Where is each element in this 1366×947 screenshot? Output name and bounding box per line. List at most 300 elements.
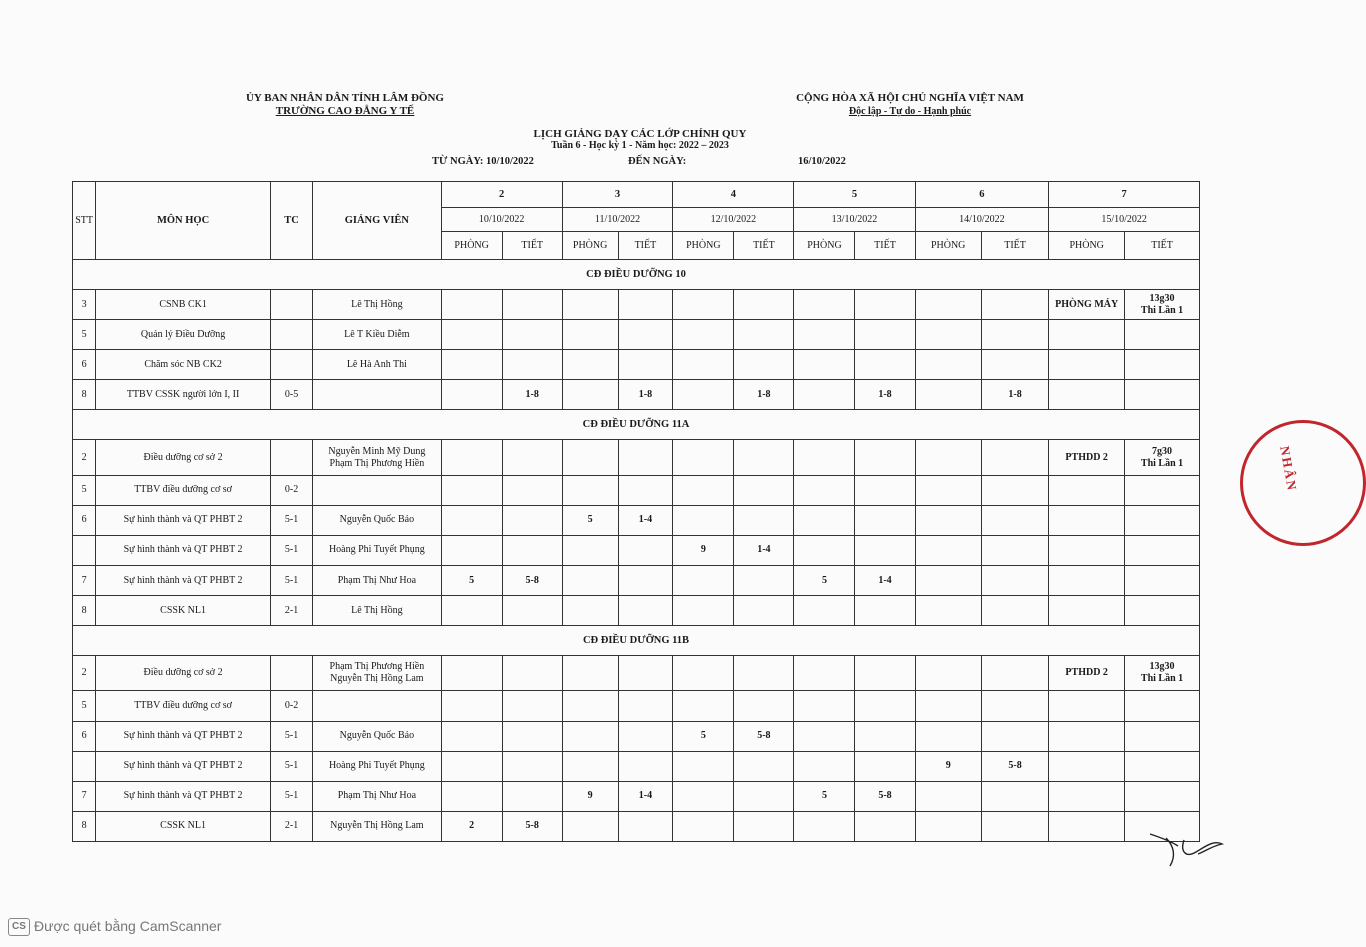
period-cell: [618, 440, 673, 475]
country-name: CỘNG HÒA XÃ HỘI CHỦ NGHĨA VIỆT NAM: [796, 92, 1024, 104]
room-cell: 9: [673, 535, 734, 565]
schedule-table: [72, 181, 1200, 842]
period-cell: [981, 475, 1048, 505]
teacher-cell: [313, 505, 441, 535]
period-cell: 5-8: [981, 751, 1048, 781]
room-header: PHÒNG: [1049, 232, 1125, 260]
room-cell: 9: [562, 781, 618, 811]
room-cell: [441, 320, 502, 350]
school-name: TRƯỜNG CAO ĐẲNG Y TẾ: [275, 105, 415, 117]
period-cell: [981, 656, 1048, 691]
period-cell: [1125, 721, 1200, 751]
room-cell: 5: [794, 565, 855, 595]
subject-cell: Điều dưỡng cơ sở 2: [96, 656, 271, 691]
room-cell: [562, 656, 618, 691]
day-date: 15/10/2022: [1049, 208, 1200, 232]
tc-cell: 5-1: [271, 565, 313, 595]
room-cell: [915, 781, 981, 811]
day-date: 13/10/2022: [794, 208, 915, 232]
teacher-name: Nguyễn Quốc Bảo: [339, 514, 415, 526]
room-cell: [562, 811, 618, 841]
period-cell: [502, 535, 562, 565]
period-cell: 5-8: [502, 565, 562, 595]
room-cell: [915, 656, 981, 691]
teacher-cell: [313, 475, 441, 505]
period-cell: [618, 656, 673, 691]
room-header: PHÒNG: [915, 232, 981, 260]
room-cell: PHÒNG MÁY: [1049, 290, 1125, 320]
teacher-name: Phạm Thị Như Hoa: [337, 574, 417, 586]
schedule-body: [73, 260, 1200, 842]
stt-cell: 6: [73, 505, 96, 535]
period-cell: [981, 535, 1048, 565]
col-subject-header: MÔN HỌC: [96, 182, 271, 260]
period-cell: [981, 290, 1048, 320]
room-cell: [562, 535, 618, 565]
period-cell: 1-4: [855, 565, 915, 595]
teacher-name: Phạm Thị Như Hoa: [337, 790, 417, 802]
period-cell: [855, 751, 915, 781]
room-cell: [441, 380, 502, 410]
period-cell: [502, 350, 562, 380]
stt-cell: 5: [73, 475, 96, 505]
period-cell: 1-8: [981, 380, 1048, 410]
tc-cell: 5-1: [271, 721, 313, 751]
room-cell: [562, 565, 618, 595]
period-cell: [618, 475, 673, 505]
room-cell: [915, 535, 981, 565]
col-tc-header: TC: [271, 182, 313, 260]
period-header: TIẾT: [1125, 232, 1200, 260]
room-cell: [1049, 505, 1125, 535]
teacher-name: Hoàng Phi Tuyết Phụng: [328, 760, 425, 772]
period-header: TIẾT: [618, 232, 673, 260]
tc-cell: [271, 290, 313, 320]
period-line: Thi Lần 1: [1140, 457, 1184, 469]
tc-cell: [271, 440, 313, 475]
period-cell: [1125, 380, 1200, 410]
subject-cell: CSNB CK1: [96, 290, 271, 320]
room-cell: [673, 596, 734, 626]
period-cell: [855, 290, 915, 320]
room-cell: [562, 596, 618, 626]
room-cell: [562, 380, 618, 410]
teacher-name: Lê Thị Hồng: [351, 604, 403, 616]
day-date: 10/10/2022: [441, 208, 562, 232]
room-cell: [562, 721, 618, 751]
schedule-table-wrapper: [72, 181, 1200, 842]
day-date: 11/10/2022: [562, 208, 673, 232]
room-cell: [673, 475, 734, 505]
teacher-name: Nguyễn Quốc Bảo: [339, 730, 415, 742]
room-cell: [794, 290, 855, 320]
room-cell: [441, 781, 502, 811]
period-cell: [981, 691, 1048, 721]
room-cell: [915, 811, 981, 841]
teacher-name: Nguyễn Thị Hồng Lam: [330, 673, 424, 685]
room-cell: [1049, 380, 1125, 410]
teacher-cell: [313, 751, 441, 781]
day-number: 2: [441, 182, 562, 208]
subject-cell: CSSK NL1: [96, 811, 271, 841]
period-header: TIẾT: [734, 232, 794, 260]
subject-cell: Quản lý Điều Dưỡng: [96, 320, 271, 350]
room-cell: [673, 751, 734, 781]
room-cell: [1049, 691, 1125, 721]
period-cell: [618, 691, 673, 721]
teacher-name: Lê Hà Anh Thi: [346, 358, 407, 370]
room-cell: [794, 440, 855, 475]
period-cell: [734, 350, 794, 380]
group-name: CĐ ĐIỀU DƯỠNG 11A: [73, 410, 1200, 440]
period-cell: [502, 721, 562, 751]
table-row: [73, 535, 1200, 565]
room-cell: PTHDD 2: [1049, 440, 1125, 475]
room-cell: [915, 565, 981, 595]
period-cell: [981, 811, 1048, 841]
period-cell: [618, 535, 673, 565]
room-cell: [794, 691, 855, 721]
teacher-name: Lê Thị Hồng: [351, 298, 403, 310]
day-number: 5: [794, 182, 915, 208]
period-cell: [734, 475, 794, 505]
period-cell: [618, 811, 673, 841]
period-line: 7g30: [1152, 445, 1173, 457]
period-cell: [981, 596, 1048, 626]
room-cell: [915, 691, 981, 721]
subject-cell: Sự hình thành và QT PHBT 2: [96, 751, 271, 781]
table-row: [73, 811, 1200, 841]
table-row: [73, 596, 1200, 626]
table-row: [73, 290, 1200, 320]
period-line: 13g30: [1149, 292, 1175, 304]
table-row: [73, 781, 1200, 811]
period-cell: [981, 350, 1048, 380]
period-cell: [855, 320, 915, 350]
period-cell: [855, 811, 915, 841]
from-date: TỪ NGÀY: 10/10/2022: [432, 156, 534, 167]
room-cell: [794, 320, 855, 350]
stt-cell: [73, 535, 96, 565]
to-date-label: ĐẾN NGÀY:: [628, 156, 687, 167]
room-cell: [673, 691, 734, 721]
period-cell: [502, 320, 562, 350]
room-cell: [673, 320, 734, 350]
room-cell: [915, 290, 981, 320]
stt-cell: [73, 751, 96, 781]
subject-cell: Điều dưỡng cơ sở 2: [96, 440, 271, 475]
period-cell: [502, 596, 562, 626]
header-right: [770, 92, 1050, 118]
subject-cell: TTBV CSSK người lớn I, II: [96, 380, 271, 410]
room-cell: [794, 596, 855, 626]
subject-cell: TTBV điều dưỡng cơ sơ: [96, 475, 271, 505]
table-row: [73, 721, 1200, 751]
day-date: 12/10/2022: [673, 208, 794, 232]
tc-cell: [271, 656, 313, 691]
tc-cell: [271, 320, 313, 350]
header-left: [225, 92, 465, 118]
period-cell: [502, 440, 562, 475]
room-cell: [562, 751, 618, 781]
stt-cell: 8: [73, 380, 96, 410]
period-cell: [734, 781, 794, 811]
table-row: [73, 350, 1200, 380]
period-line: 13g30: [1149, 661, 1175, 673]
stt-cell: 7: [73, 565, 96, 595]
period-cell: 1-8: [618, 380, 673, 410]
day-number: 6: [915, 182, 1049, 208]
teacher-cell: [313, 535, 441, 565]
period-cell: [981, 565, 1048, 595]
period-cell: [1125, 440, 1200, 475]
room-cell: [794, 656, 855, 691]
period-cell: [981, 781, 1048, 811]
group-name: CĐ ĐIỀU DƯỠNG 11B: [73, 626, 1200, 656]
room-cell: [673, 781, 734, 811]
tc-cell: 2-1: [271, 811, 313, 841]
period-cell: [981, 320, 1048, 350]
period-cell: 1-8: [855, 380, 915, 410]
room-cell: [441, 656, 502, 691]
period-cell: 1-8: [734, 380, 794, 410]
teacher-cell: [313, 721, 441, 751]
stt-cell: 6: [73, 350, 96, 380]
day-number: 3: [562, 182, 673, 208]
room-cell: [441, 290, 502, 320]
room-cell: 5: [794, 781, 855, 811]
teacher-cell: [313, 691, 441, 721]
period-cell: [618, 596, 673, 626]
period-cell: [855, 721, 915, 751]
teacher-name: Phạm Thị Phương Hiền: [329, 457, 425, 469]
table-row: [73, 475, 1200, 505]
tc-cell: 5-1: [271, 751, 313, 781]
teacher-cell: [313, 290, 441, 320]
room-cell: [794, 380, 855, 410]
room-cell: [562, 350, 618, 380]
room-cell: [441, 721, 502, 751]
table-row: [73, 380, 1200, 410]
table-row: [73, 751, 1200, 781]
room-cell: [915, 505, 981, 535]
group-row: [73, 410, 1200, 440]
table-row: [73, 691, 1200, 721]
period-cell: [734, 751, 794, 781]
stt-cell: 3: [73, 290, 96, 320]
teacher-cell: [313, 320, 441, 350]
room-header: PHÒNG: [794, 232, 855, 260]
stt-cell: 8: [73, 596, 96, 626]
room-cell: [441, 596, 502, 626]
teacher-cell: [313, 350, 441, 380]
title-block: [440, 128, 840, 151]
stt-cell: 2: [73, 656, 96, 691]
scanner-footer: [8, 918, 221, 936]
room-cell: [441, 535, 502, 565]
period-cell: 5-8: [855, 781, 915, 811]
period-header: TIẾT: [502, 232, 562, 260]
day-number: 4: [673, 182, 794, 208]
period-cell: [502, 290, 562, 320]
room-cell: [1049, 721, 1125, 751]
period-cell: [1125, 596, 1200, 626]
period-cell: [734, 505, 794, 535]
period-cell: [618, 290, 673, 320]
col-stt-header: STT: [73, 182, 96, 260]
tc-cell: 5-1: [271, 505, 313, 535]
subject-cell: Chăm sóc NB CK2: [96, 350, 271, 380]
period-cell: [502, 656, 562, 691]
room-cell: 5: [562, 505, 618, 535]
room-cell: [441, 751, 502, 781]
period-cell: [855, 596, 915, 626]
period-cell: 5-8: [502, 811, 562, 841]
period-cell: [734, 320, 794, 350]
period-cell: [981, 505, 1048, 535]
room-cell: [915, 596, 981, 626]
tc-cell: 5-1: [271, 781, 313, 811]
period-cell: [502, 691, 562, 721]
teacher-name: Nguyễn Minh Mỹ Dung: [328, 445, 426, 457]
tc-cell: 0-2: [271, 475, 313, 505]
room-cell: [1049, 565, 1125, 595]
room-cell: [673, 440, 734, 475]
room-cell: [915, 475, 981, 505]
room-cell: [1049, 475, 1125, 505]
subject-cell: TTBV điều dưỡng cơ sơ: [96, 691, 271, 721]
teacher-cell: [313, 811, 441, 841]
period-cell: [618, 751, 673, 781]
room-cell: [673, 380, 734, 410]
room-cell: [1049, 751, 1125, 781]
room-cell: [794, 811, 855, 841]
period-cell: [855, 691, 915, 721]
period-cell: [1125, 691, 1200, 721]
room-cell: 2: [441, 811, 502, 841]
stt-cell: 2: [73, 440, 96, 475]
period-cell: [618, 350, 673, 380]
period-cell: [1125, 290, 1200, 320]
room-cell: [673, 290, 734, 320]
room-cell: 9: [915, 751, 981, 781]
period-cell: [855, 475, 915, 505]
table-row: [73, 505, 1200, 535]
room-cell: 5: [441, 565, 502, 595]
table-row: [73, 565, 1200, 595]
group-row: [73, 626, 1200, 656]
period-cell: [855, 350, 915, 380]
table-row: [73, 656, 1200, 691]
period-cell: [1125, 781, 1200, 811]
period-cell: [502, 781, 562, 811]
period-cell: [1125, 320, 1200, 350]
teacher-cell: [313, 565, 441, 595]
stt-cell: 6: [73, 721, 96, 751]
room-cell: PTHDD 2: [1049, 656, 1125, 691]
day-number: 7: [1049, 182, 1200, 208]
room-cell: [915, 440, 981, 475]
room-cell: [673, 505, 734, 535]
subject-cell: CSSK NL1: [96, 596, 271, 626]
room-cell: [915, 350, 981, 380]
to-date: 16/10/2022: [798, 156, 846, 167]
room-cell: [794, 350, 855, 380]
teacher-name: Phạm Thị Phương Hiền: [329, 661, 425, 673]
room-cell: [673, 350, 734, 380]
teacher-cell: [313, 656, 441, 691]
teacher-cell: [313, 781, 441, 811]
period-cell: [1125, 656, 1200, 691]
period-cell: [734, 656, 794, 691]
subject-cell: Sự hình thành và QT PHBT 2: [96, 565, 271, 595]
period-cell: [981, 721, 1048, 751]
table-row: [73, 440, 1200, 475]
day-date: 14/10/2022: [915, 208, 1049, 232]
stt-cell: 5: [73, 691, 96, 721]
period-cell: [618, 320, 673, 350]
table-row: [73, 320, 1200, 350]
room-cell: [915, 721, 981, 751]
subject-cell: Sự hình thành và QT PHBT 2: [96, 781, 271, 811]
room-header: PHÒNG: [673, 232, 734, 260]
period-cell: [734, 440, 794, 475]
teacher-cell: [313, 440, 441, 475]
teacher-name: Lê T Kiều Diễm: [344, 328, 410, 340]
period-cell: [1125, 535, 1200, 565]
period-cell: [502, 505, 562, 535]
period-cell: [1125, 505, 1200, 535]
room-cell: [562, 290, 618, 320]
period-cell: [734, 596, 794, 626]
room-cell: [1049, 535, 1125, 565]
room-cell: [673, 811, 734, 841]
teacher-cell: [313, 380, 441, 410]
room-cell: [1049, 811, 1125, 841]
room-cell: [794, 505, 855, 535]
room-cell: [562, 320, 618, 350]
room-cell: [794, 751, 855, 781]
tc-cell: 2-1: [271, 596, 313, 626]
room-cell: [794, 475, 855, 505]
col-teacher-header: GIẢNG VIÊN: [313, 182, 441, 260]
room-cell: [441, 350, 502, 380]
group-row: [73, 260, 1200, 290]
room-cell: [441, 691, 502, 721]
period-cell: 5-8: [734, 721, 794, 751]
document-subtitle: Tuần 6 - Học kỳ 1 - Năm học: 2022 – 2023: [551, 140, 729, 151]
period-cell: 1-4: [618, 781, 673, 811]
room-cell: [562, 691, 618, 721]
period-cell: [734, 290, 794, 320]
footer-text: Được quét bằng CamScanner: [34, 918, 222, 934]
room-cell: [1049, 596, 1125, 626]
room-cell: [562, 440, 618, 475]
room-cell: [673, 656, 734, 691]
period-cell: [734, 691, 794, 721]
period-cell: [502, 475, 562, 505]
room-cell: [673, 565, 734, 595]
national-motto: Độc lập - Tự do - Hạnh phúc: [848, 106, 972, 117]
subject-cell: Sự hình thành và QT PHBT 2: [96, 721, 271, 751]
period-cell: [1125, 475, 1200, 505]
period-line: Thi Lần 1: [1140, 673, 1184, 685]
period-cell: [618, 565, 673, 595]
document-title: LỊCH GIẢNG DẠY CÁC LỚP CHÍNH QUY: [533, 128, 747, 140]
period-cell: 1-4: [734, 535, 794, 565]
room-cell: [1049, 350, 1125, 380]
teacher-name: Nguyễn Thị Hồng Lam: [330, 820, 424, 832]
